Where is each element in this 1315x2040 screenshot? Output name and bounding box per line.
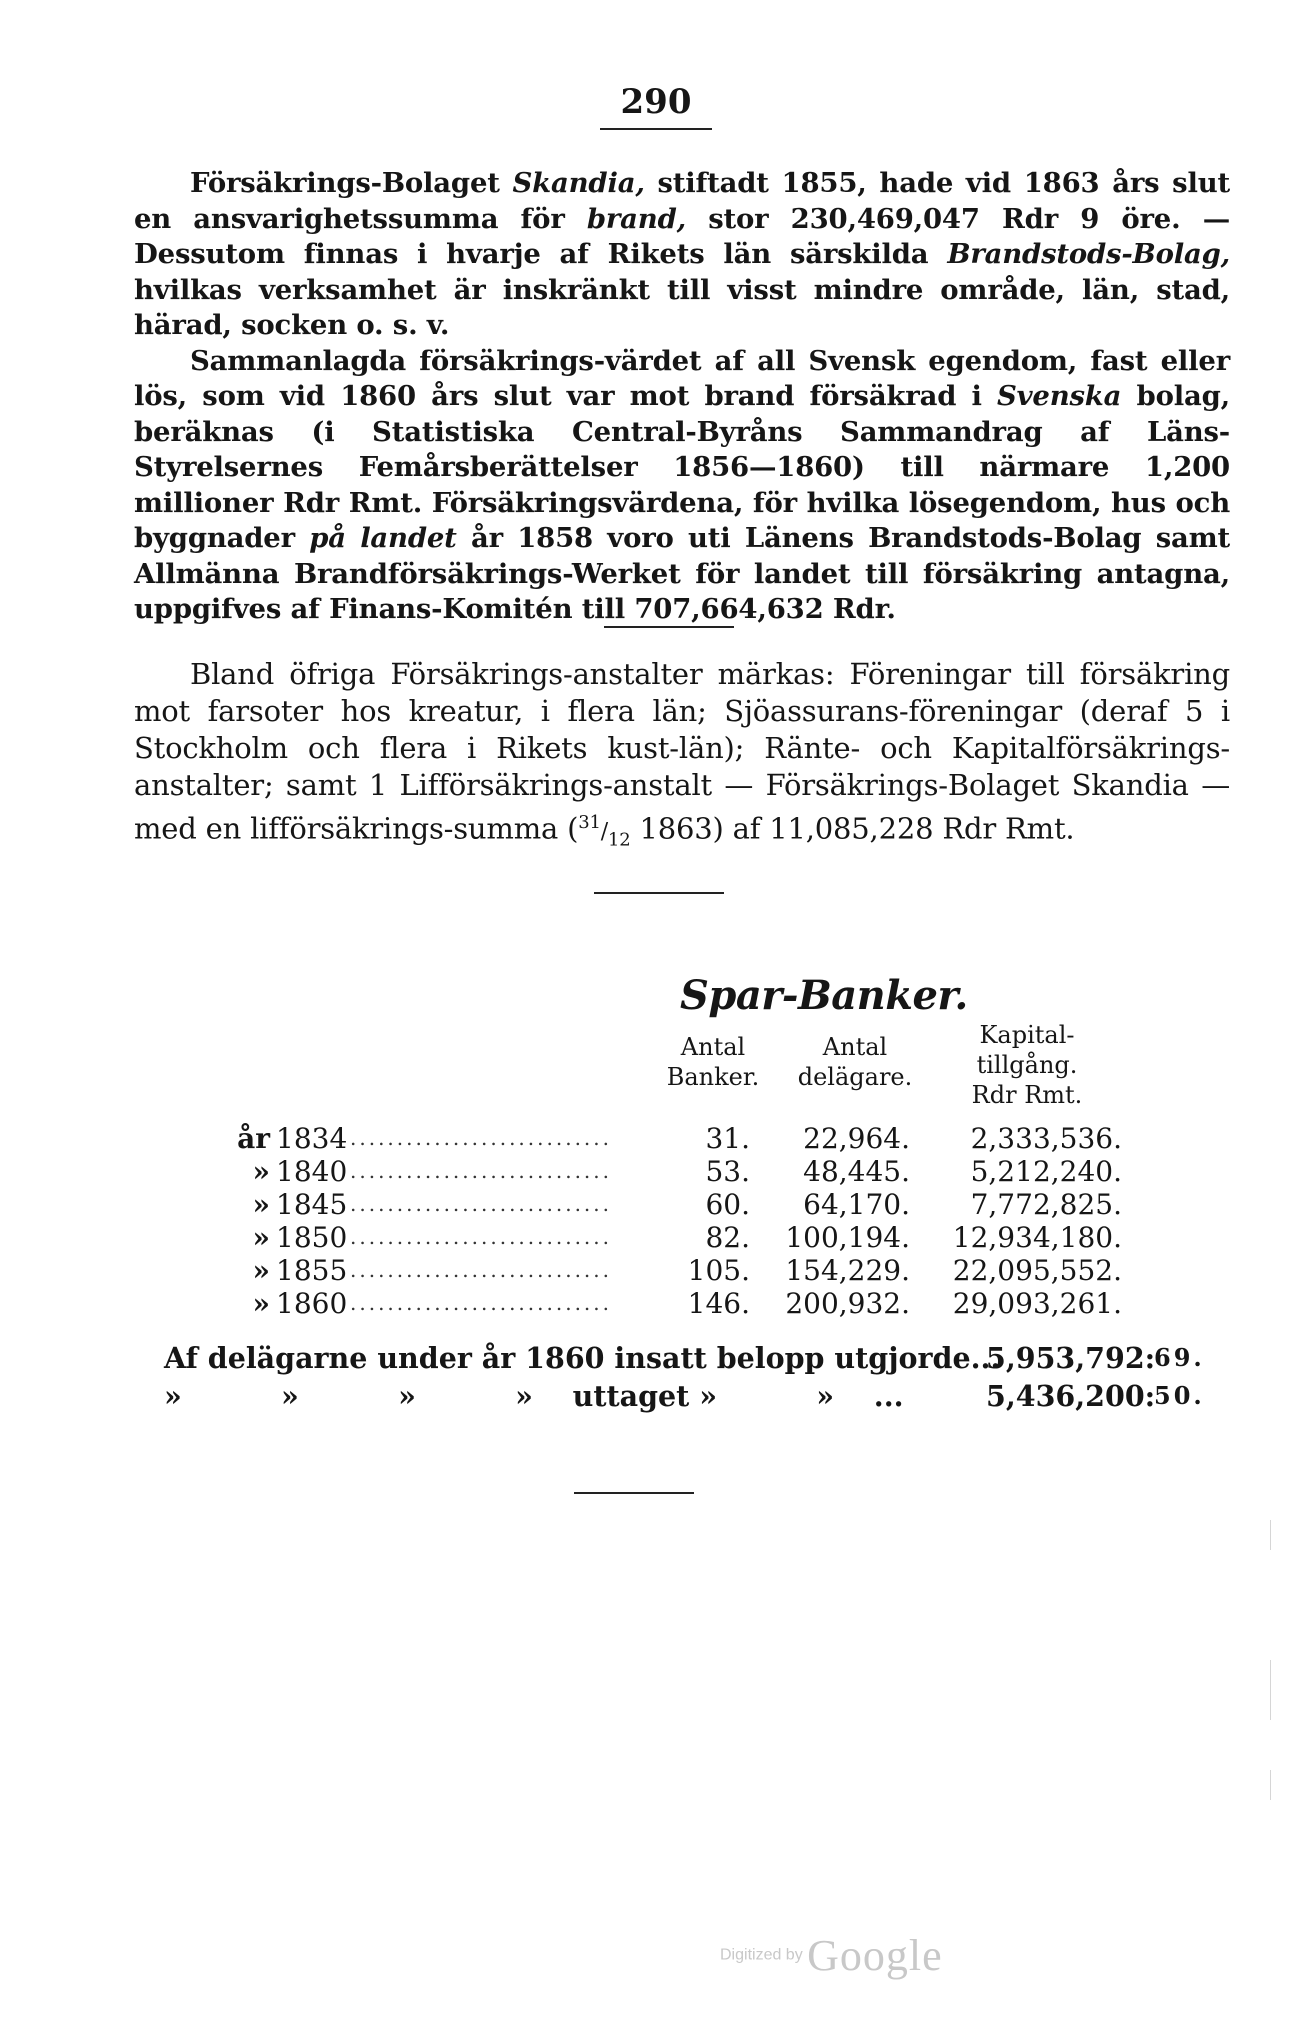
text-run: bolag, beräknas (i Statistiska Central-Byråns Sammandrag af Läns-Styrelsernes Femårsberättelser 1856—1860) till närmare 1,200 millioner Rdr Rmt. Försäkringsvärdena, för hvilka lösegendom, hus och byggnader [134, 380, 1230, 554]
row-prefix: » [252, 1221, 270, 1254]
header-antal-delagare [790, 1032, 920, 1092]
margin-scan-mark [1270, 1520, 1271, 1550]
row-prefix: » [252, 1254, 270, 1287]
cell-antal-delagare: 22,964. [803, 1122, 910, 1155]
header-line: Banker. [666, 1063, 760, 1091]
dot-leader: ............................ [350, 1225, 613, 1249]
header-line: delägare. [797, 1063, 913, 1091]
header-line: Kapital- [979, 1021, 1075, 1049]
table-row [0, 1221, 1315, 1254]
summary-ore: 50. [1154, 1381, 1205, 1410]
text-run: år 1858 voro uti Länens Brandstods-Bolag samt Allmänna Brandförsäkrings-Werket för landet till försäkring antagna, uppgifves af Finans-Komitén till 707,664,632 Rdr. [134, 522, 1231, 625]
paragraph-skandia [134, 166, 1230, 344]
dot-leader: ............................ [350, 1258, 613, 1282]
cell-kapital: 5,212,240. [970, 1155, 1122, 1188]
row-prefix: år [237, 1122, 270, 1155]
table-header [0, 1020, 1315, 1120]
dot-leader: ............................ [350, 1159, 613, 1183]
table-row [0, 1287, 1315, 1320]
summary-amount: 5,953,792: [986, 1341, 1156, 1375]
digitized-watermark [720, 1930, 1010, 1990]
margin-scan-mark [1270, 1770, 1271, 1800]
text-run: hvilkas verksamhet är inskränkt till visst mindre område, län, stad, härad, socken o. s. v. [134, 273, 1230, 341]
text-run: stiftadt 1855, hade vid 1863 års slut en ansvarighetssumma för [134, 167, 1230, 235]
section-divider [604, 626, 734, 628]
page-number: 290 [600, 82, 712, 130]
text-run: Sammanlagda försäkrings-värdet af all Svensk egendom, fast eller lös, som vid 1860 års slut var mot brand försäkrad i [134, 344, 1230, 412]
summary-ore: 69. [1154, 1343, 1205, 1372]
section-divider [594, 892, 724, 894]
cell-kapital: 7,772,825. [970, 1188, 1122, 1221]
section-title: Spar-Banker. [680, 972, 968, 1019]
fraction-slash: / [600, 819, 608, 845]
summary-label: Af delägarne under år 1860 insatt belopp utgjorde... [164, 1341, 1001, 1375]
cell-kapital: 12,934,180. [952, 1221, 1122, 1254]
row-year: 1845 [276, 1188, 348, 1221]
watermark-prefix: Digitized by [720, 1946, 808, 1964]
margin-scan-mark [1270, 1660, 1271, 1720]
dot-leader: ............................ [350, 1126, 613, 1150]
row-prefix: » [252, 1188, 270, 1221]
italic-phrase: brand, [586, 202, 686, 235]
cell-kapital: 29,093,261. [952, 1287, 1122, 1320]
italic-phrase: Svenska [996, 380, 1122, 412]
cell-antal-delagare: 100,194. [785, 1221, 910, 1254]
row-year: 1834 [276, 1122, 348, 1155]
cell-antal-banker: 53. [705, 1155, 750, 1188]
row-prefix: » [252, 1155, 270, 1188]
header-line: Antal [822, 1033, 888, 1061]
table-row [0, 1188, 1315, 1221]
header-line: tillgång. [976, 1051, 1078, 1079]
cell-kapital: 22,095,552. [952, 1254, 1122, 1287]
italic-phrase: på landet [309, 522, 457, 554]
fraction-numerator: 31 [578, 812, 601, 833]
row-prefix: » [252, 1287, 270, 1320]
cell-kapital: 2,333,536. [970, 1122, 1122, 1155]
cell-antal-delagare: 200,932. [785, 1287, 910, 1320]
table-row [0, 1254, 1315, 1287]
savings-bank-table [0, 1122, 1315, 1320]
cell-antal-banker: 60. [705, 1188, 750, 1221]
row-year: 1850 [276, 1221, 348, 1254]
google-logo: Google [807, 1931, 943, 1980]
cell-antal-delagare: 64,170. [803, 1188, 910, 1221]
table-row [0, 1122, 1315, 1155]
summary-amount: 5,436,200: [986, 1379, 1156, 1413]
italic-phrase: Brandstods-Bolag, [947, 238, 1230, 270]
cell-antal-delagare: 154,229. [785, 1254, 910, 1287]
text-run: Försäkrings-Bolaget [190, 167, 513, 199]
row-year: 1840 [276, 1155, 348, 1188]
insurance-text [134, 166, 1230, 628]
paragraph-other-institutions [134, 656, 1230, 858]
header-kapital [952, 1020, 1102, 1110]
cell-antal-banker: 31. [705, 1122, 750, 1155]
dot-leader: ............................ [350, 1192, 613, 1216]
cell-antal-banker: 146. [687, 1287, 750, 1320]
row-year: 1860 [276, 1287, 348, 1320]
other-insurance-text [134, 656, 1230, 858]
text-run: stor 230,469,047 Rdr 9 öre. — Dessutom finnas i hvarje af Rikets län särskilda [134, 202, 1230, 270]
fraction-denominator: 12 [607, 829, 631, 851]
header-antal-banker [652, 1032, 774, 1092]
paragraph-text-before: Bland öfriga Försäkrings-anstalter märkas: Föreningar till försäkring mot farsoter hos kreatur, i flera län; Sjöassurans-föreningar (deraf 5 i Stockholm och flera i Rikets kust-län); Ränte- och Kapitalförsäkrings-anstalter; samt 1 Lifförsäkrings-anstalt — Försäkrings-Bolaget Skandia — med en lifförsäkrings-summa ( [134, 657, 1230, 846]
paragraph-fire-insurance-value [134, 344, 1230, 628]
cell-antal-banker: 82. [705, 1221, 750, 1254]
row-year: 1855 [276, 1254, 348, 1287]
header-line: Antal [680, 1033, 746, 1061]
dot-leader: ............................ [350, 1291, 613, 1315]
section-divider [574, 1492, 694, 1494]
italic-phrase: Skandia, [512, 167, 645, 199]
table-row [0, 1155, 1315, 1188]
paragraph-text-after: 1863) af 11,085,228 Rdr Rmt. [630, 811, 1075, 846]
cell-antal-banker: 105. [687, 1254, 750, 1287]
header-line: Rdr Rmt. [971, 1081, 1083, 1109]
summary-label: » » » » uttaget » » ... [164, 1379, 904, 1413]
cell-antal-delagare: 48,445. [803, 1155, 910, 1188]
